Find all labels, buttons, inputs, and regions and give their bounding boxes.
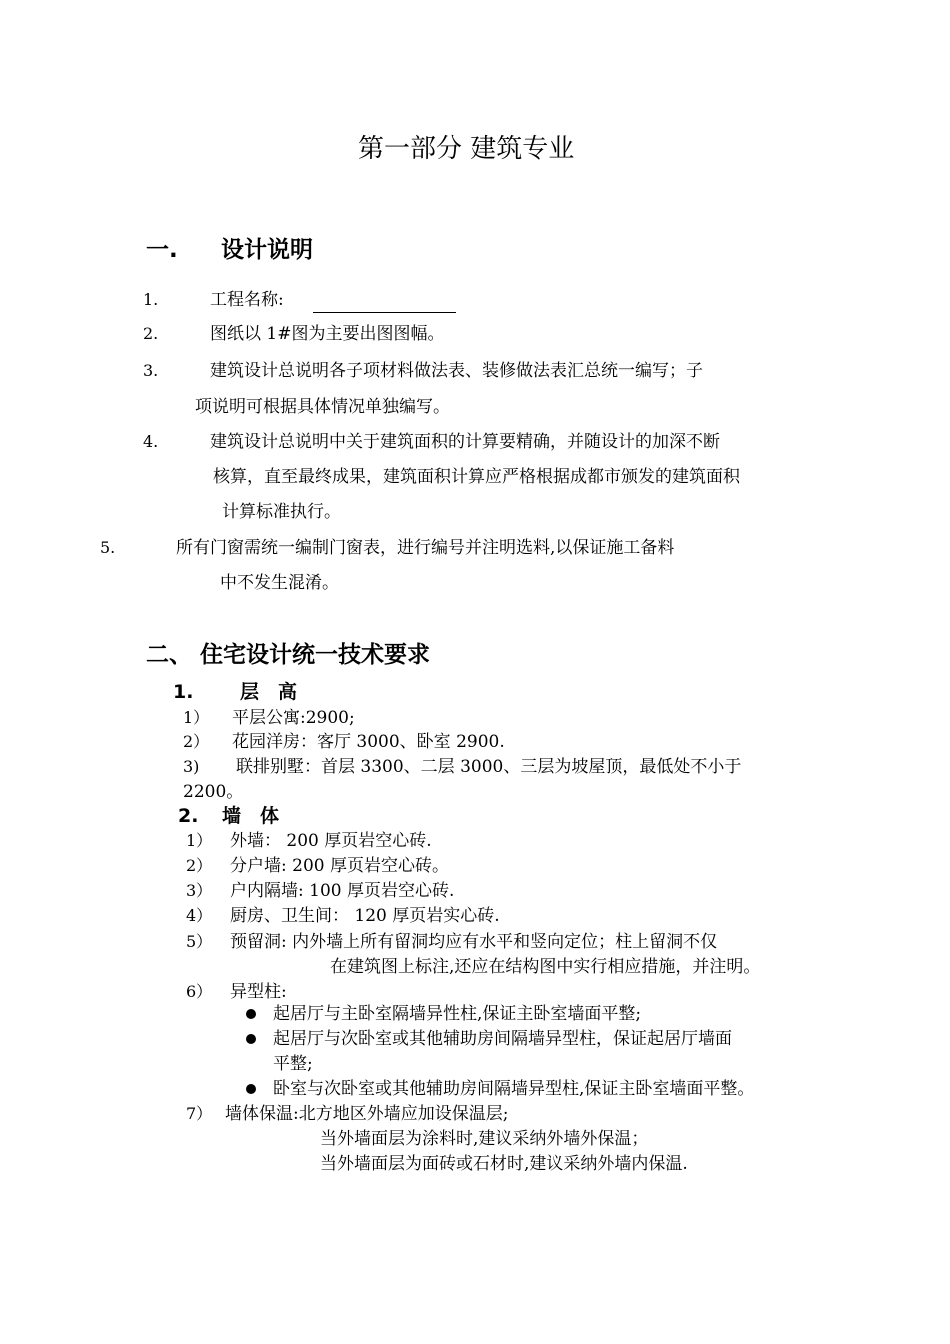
sub-1-item-1-number: 1） xyxy=(183,708,210,727)
sub-1-item-1-text: 平层公寓:2900; xyxy=(232,708,355,728)
section-1-heading: 设计说明 xyxy=(221,237,313,263)
bullet-2-line-1: 起居厅与次卧室或其他辅助房间隔墙异型柱，保证起居厅墙面 xyxy=(273,1029,732,1049)
sub-2-item-4-number: 4） xyxy=(186,906,213,925)
item-5-line-2: 中不发生混淆。 xyxy=(220,573,339,593)
sub-1-item-3-cont: 2200。 xyxy=(183,782,244,802)
item-3-number: 3. xyxy=(143,361,159,380)
bullet-3-dot xyxy=(246,1084,256,1094)
sub-1-item-2-text: 花园洋房：客厅 3000、卧室 2900. xyxy=(232,732,505,752)
sub-2-item-3-text: 户内隔墙: 100 厚页岩空心砖. xyxy=(230,881,455,901)
sub-2-title: 墙 体 xyxy=(222,805,280,827)
item-5-line-1: 所有门窗需统一编制门窗表，进行编号并注明选料,以保证施工备料 xyxy=(176,538,675,558)
sub-2-item-5-number: 5） xyxy=(186,932,213,951)
item-5-number: 5. xyxy=(100,538,116,557)
sub-2-item-1-text: 外墙： 200 厚页岩空心砖. xyxy=(230,831,432,851)
sub-2-item-2-number: 2） xyxy=(186,856,213,875)
bullet-1-dot xyxy=(246,1009,256,1019)
sub-2-item-6-text: 异型柱: xyxy=(230,982,287,1002)
item-3-line-1: 建筑设计总说明各子项材料做法表、装修做法表汇总统一编写；子 xyxy=(210,361,703,381)
sub-2-number: 2. xyxy=(178,805,199,827)
item-1-text: 工程名称: xyxy=(210,290,284,310)
sub-2-item-3-number: 3） xyxy=(186,881,213,900)
item-2-text: 图纸以 1#图为主要出图图幅。 xyxy=(210,324,445,344)
page-title: 第一部分 建筑专业 xyxy=(358,134,575,164)
sub-2-item-6-number: 6） xyxy=(186,982,213,1001)
sub-1-item-3-text: 联排别墅：首层 3300、二层 3000、三层为坡屋顶，最低处不小于 xyxy=(236,757,742,777)
project-name-blank xyxy=(313,312,456,313)
item-3-line-2: 项说明可根据具体情况单独编写。 xyxy=(195,397,450,417)
bullet-1-text: 起居厅与主卧室隔墙异性柱,保证主卧室墙面平整; xyxy=(273,1004,642,1024)
section-1-number: 一. xyxy=(146,237,178,263)
sub-1-item-2-number: 2） xyxy=(183,732,210,751)
item-2-number: 2. xyxy=(143,324,159,343)
sub-2-item-1-number: 1） xyxy=(186,831,213,850)
bullet-3-text: 卧室与次卧室或其他辅助房间隔墙异型柱,保证主卧室墙面平整。 xyxy=(273,1079,755,1099)
sub-2-item-7-text: 墙体保温:北方地区外墙应加设保温层; xyxy=(225,1104,509,1124)
item-4-line-3: 计算标准执行。 xyxy=(222,502,341,522)
sub-2-item-5-text: 预留洞: 内外墙上所有留洞均应有水平和竖向定位；柱上留洞不仅 xyxy=(230,932,718,952)
sub-2-item-7-cont-1: 当外墙面层为涂料时,建议采纳外墙外保温； xyxy=(320,1129,649,1149)
section-2-heading: 二、 住宅设计统一技术要求 xyxy=(146,642,431,668)
sub-2-item-7-number: 7） xyxy=(186,1104,213,1123)
item-4-number: 4. xyxy=(143,432,159,451)
sub-2-item-7-cont-2: 当外墙面层为面砖或石材时,建议采纳外墙内保温. xyxy=(320,1154,688,1174)
sub-1-title: 层 高 xyxy=(240,681,298,703)
item-4-line-1: 建筑设计总说明中关于建筑面积的计算要精确，并随设计的加深不断 xyxy=(210,432,720,452)
sub-2-item-4-text: 厨房、卫生间： 120 厚页岩实心砖. xyxy=(230,906,500,926)
item-4-line-2: 核算，直至最终成果，建筑面积计算应严格根据成都市颁发的建筑面积 xyxy=(213,467,740,487)
sub-2-item-2-text: 分户墙: 200 厚页岩空心砖。 xyxy=(230,856,449,876)
bullet-2-line-2: 平整; xyxy=(273,1054,313,1074)
item-1-number: 1. xyxy=(143,290,159,309)
sub-1-item-3-number: 3) xyxy=(183,757,200,776)
sub-1-number: 1. xyxy=(173,681,194,703)
sub-2-item-5-cont: 在建筑图上标注,还应在结构图中实行相应措施，并注明。 xyxy=(330,957,761,977)
bullet-2-dot xyxy=(246,1034,256,1044)
